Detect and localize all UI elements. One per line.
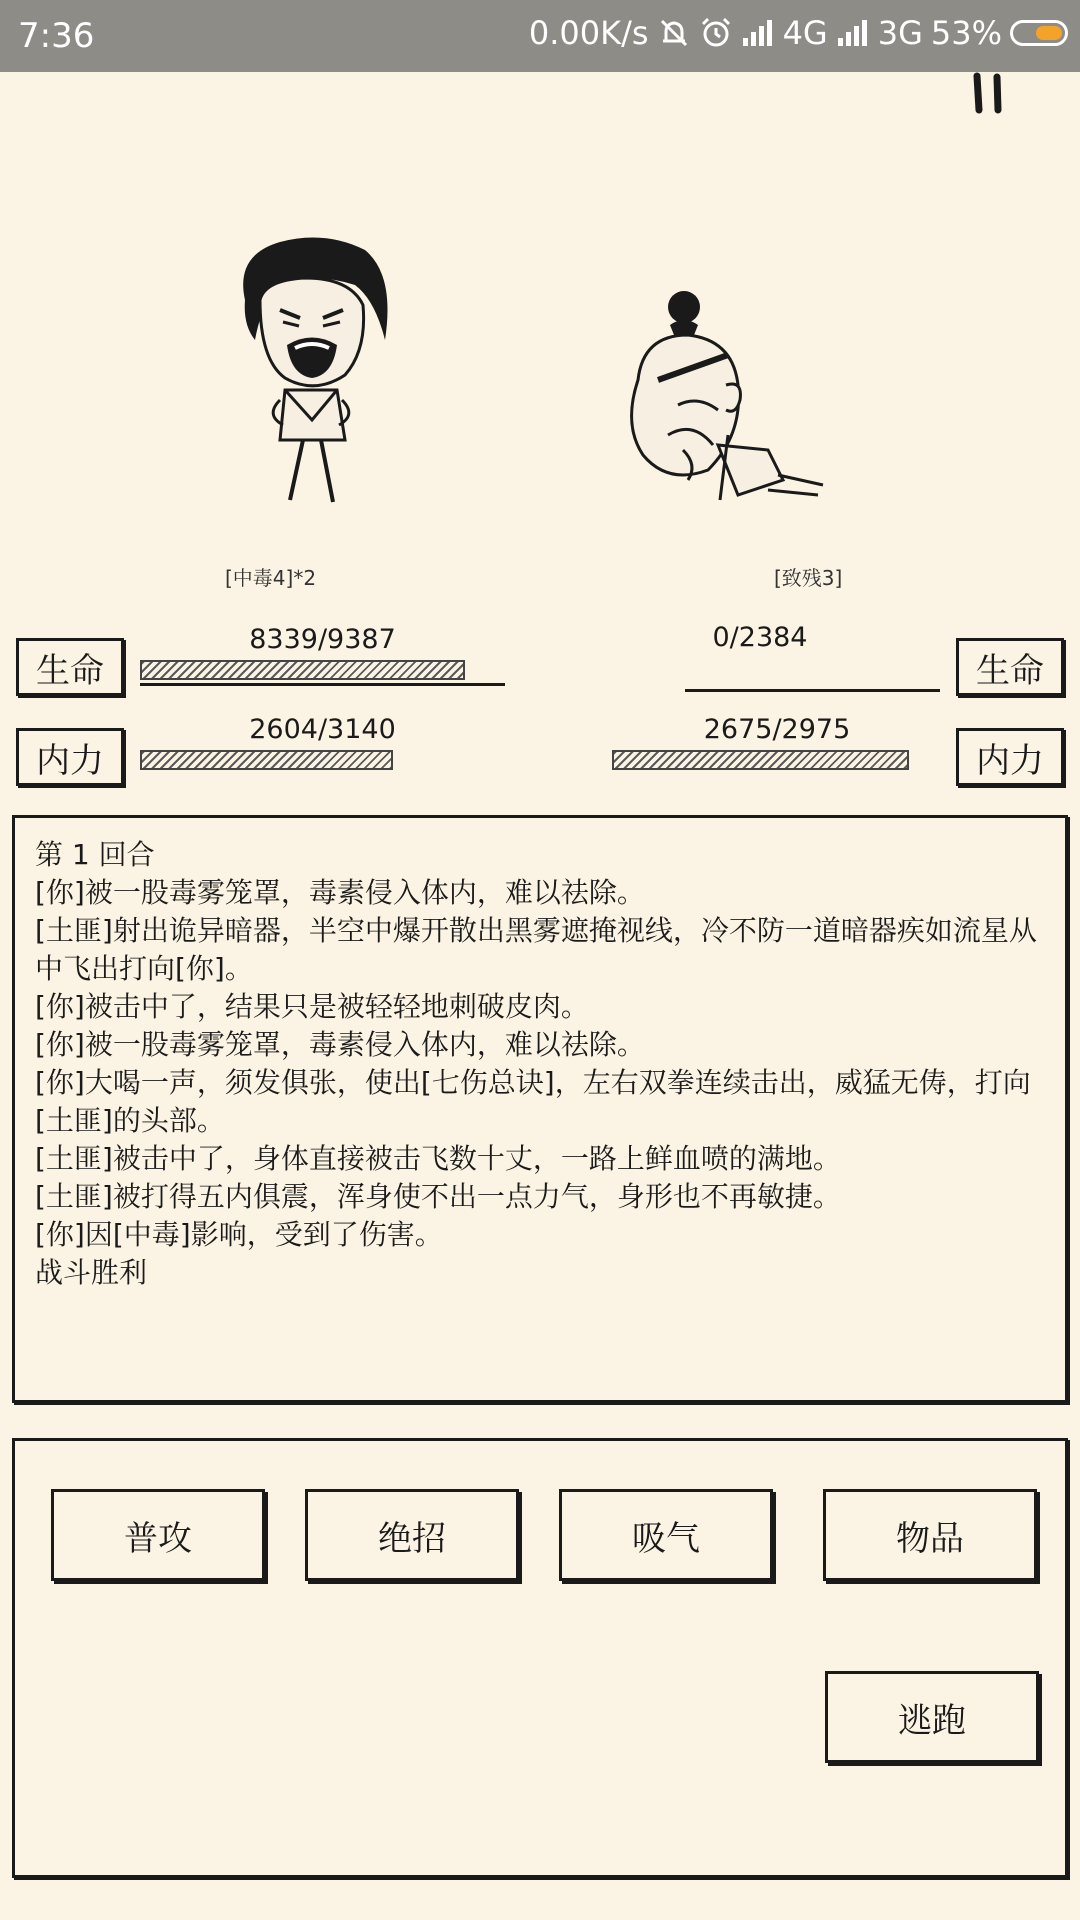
log-line: [你]被一股毒雾笼罩，毒素侵入体内，难以祛除。 xyxy=(35,1028,645,1061)
status-icons xyxy=(529,14,1068,52)
log-line: 战斗胜利 xyxy=(35,1256,148,1289)
player-mp-value: 2604/3140 xyxy=(249,714,396,745)
log-line: [土匪]射出诡异暗器，半空中爆开散出黑雾遮掩视线，冷不防一道暗器疾如流星从中飞出打向[你]。 xyxy=(35,914,1037,985)
flee-button[interactable]: 逃跑 xyxy=(825,1671,1039,1763)
log-line: [你]被一股毒雾笼罩，毒素侵入体内，难以祛除。 xyxy=(35,876,645,909)
enemy-hp-bar xyxy=(685,666,940,686)
enemy-hp-label: 生命 xyxy=(956,638,1064,696)
alarm-icon xyxy=(699,16,733,50)
battery-icon xyxy=(1010,20,1068,46)
clock: 7:36 xyxy=(18,16,95,56)
network-type-2: 3G xyxy=(877,14,923,52)
enemy-mp-fill xyxy=(612,750,909,770)
signal-icon xyxy=(836,18,870,48)
enemy-mp-value: 2675/2975 xyxy=(703,714,851,745)
log-line: [土匪]被击中了，身体直接被击飞数十丈，一路上鲜血喷的满地。 xyxy=(35,1142,841,1175)
log-line: [土匪]被打得五内俱震，浑身使不出一点力气，身形也不再敏捷。 xyxy=(35,1180,841,1213)
player-hp-bar xyxy=(140,660,505,680)
attack-button[interactable]: 普攻 xyxy=(51,1489,265,1581)
status-bar xyxy=(0,0,1080,72)
player-mp-fill xyxy=(140,750,393,770)
player-mp-label: 内力 xyxy=(16,728,124,786)
player-mp-bar xyxy=(140,750,445,770)
net-speed: 0.00K/s xyxy=(528,14,649,52)
ultimate-button[interactable]: 绝招 xyxy=(305,1489,519,1581)
enemy-mp-label: 内力 xyxy=(956,728,1064,786)
breathe-button[interactable]: 吸气 xyxy=(559,1489,773,1581)
enemy-mp-bar xyxy=(612,750,942,770)
battle-log[interactable] xyxy=(12,815,1068,1403)
player-hp-label: 生命 xyxy=(16,638,124,696)
enemy-status-effect: [致残3] xyxy=(774,566,843,590)
log-line: [你]大喝一声，须发俱张，使出[七伤总诀]，左右双拳连续击出，威猛无俦，打向[土匪]的头部。 xyxy=(35,1066,1031,1137)
player-status-effect: [中毒4]*2 xyxy=(225,566,317,590)
player-character xyxy=(225,230,405,510)
player-hp-value: 8339/9387 xyxy=(249,624,396,655)
player-hp-fill xyxy=(140,660,465,680)
mute-bell-icon xyxy=(657,16,691,50)
log-line: [你]因[中毒]影响，受到了伤害。 xyxy=(35,1218,443,1251)
log-line: 第 1 回合 xyxy=(35,838,155,871)
enemy-hp-value: 0/2384 xyxy=(712,622,808,653)
action-panel xyxy=(12,1438,1068,1878)
pause-button[interactable] xyxy=(970,72,1014,116)
items-button[interactable]: 物品 xyxy=(823,1489,1037,1581)
log-line: [你]被击中了，结果只是被轻轻地刺破皮肉。 xyxy=(35,990,589,1023)
signal-icon xyxy=(741,18,775,48)
battery-percent: 53% xyxy=(930,14,1002,52)
network-type-1: 4G xyxy=(782,14,828,52)
enemy-character xyxy=(608,285,838,515)
pause-icon xyxy=(970,72,1014,116)
